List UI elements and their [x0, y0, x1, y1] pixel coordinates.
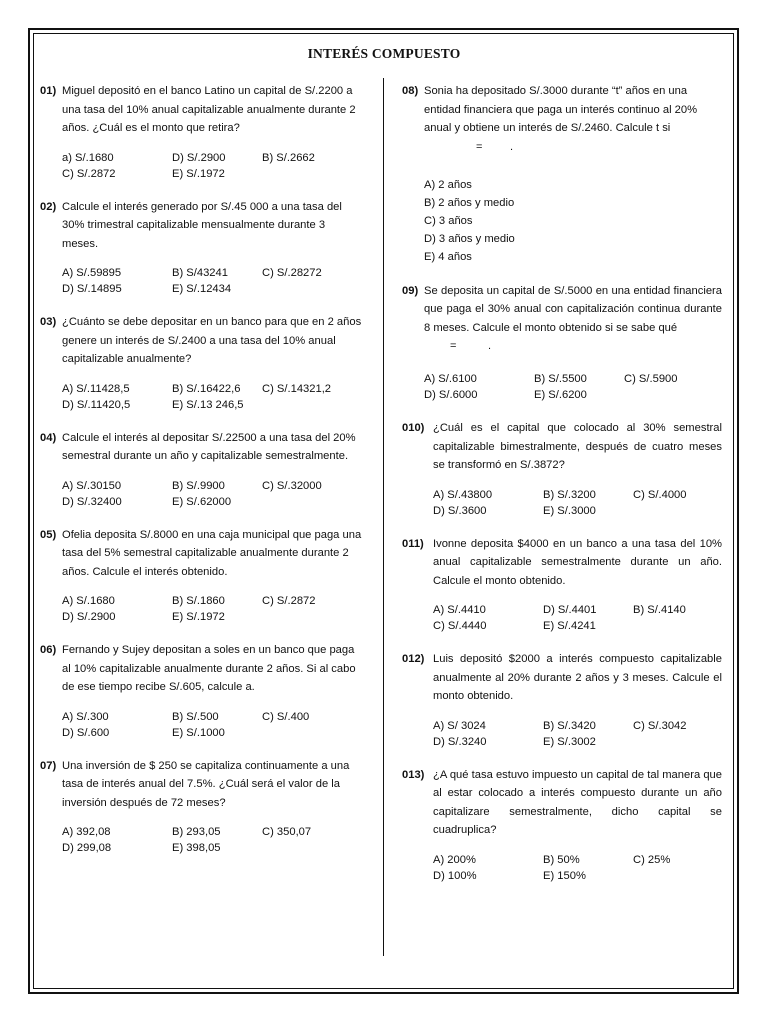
option: D) S/.3240: [433, 735, 487, 748]
option: C) S/.28272: [262, 267, 322, 279]
question-number: 08): [402, 85, 419, 97]
option: E) S/.4241: [543, 620, 596, 632]
question-number: 02): [40, 200, 57, 213]
question-05: [40, 526, 362, 626]
option: B) S/.1860: [172, 595, 225, 607]
answer-options: [62, 381, 362, 413]
option: D) S/.3600: [433, 504, 487, 517]
answer-options: [433, 718, 722, 750]
option: B) S/.500: [172, 710, 219, 723]
question-text: Calcule el interés al depositar S/.22500 a una tasa del 20% semestral durante un año y capitalizable semestralmente.: [62, 431, 356, 462]
question-number: 03): [40, 316, 57, 328]
question-text: Fernando y Sujey depositan a soles en un banco que paga al 10% capitalizable anualmente durante 2 años. Si al cabo de ese tiempo recibe S/.605, calcule a.: [62, 644, 356, 693]
question-number: 01): [40, 85, 57, 97]
option: C) S/.2872: [62, 167, 116, 180]
option: E) S/.6200: [534, 389, 587, 401]
option: D) 3 años y medio: [424, 232, 515, 245]
option: A) 200%: [433, 853, 476, 866]
option: C) S/.400: [262, 710, 310, 723]
option: D) S/.2900: [172, 151, 226, 164]
question-010: [402, 419, 722, 519]
question-text: Sonia ha depositado S/.3000 durante “t” años en una entidad financiera que paga un interés continuo al 20% anual y obtiene un interés de S/.2460. Calcule t si: [424, 85, 698, 134]
option: A) S/ 3024: [433, 719, 486, 732]
option: C) S/.14321,2: [262, 382, 332, 395]
option: B) S/.9900: [172, 479, 225, 492]
question-01: [40, 82, 362, 182]
question-number: 04): [40, 431, 57, 444]
option: D) 299,08: [62, 842, 112, 854]
option: A) S/.6100: [424, 373, 477, 385]
question-06: [40, 641, 362, 741]
formula-equals: =: [450, 340, 457, 352]
formula-period: .: [510, 140, 514, 153]
option: E) 150%: [543, 869, 586, 882]
answer-options: [424, 176, 722, 266]
option: B) S/.5500: [534, 373, 587, 385]
question-number: 05): [40, 528, 57, 541]
option: D) S/.14895: [62, 283, 122, 295]
question-text: ¿Cuál es el capital que colocado al 30% semestral capitalizable bimestralmente, después de cuatro meses se transformó en S/.3872?: [433, 422, 722, 471]
answer-options: [62, 824, 362, 856]
question-text: ¿Cuánto se debe depositar en un banco para que en 2 años genere un interés de S/.2400 a una tasa del 10% anual capitalizable anualmente?: [62, 316, 362, 365]
option: A) S/.4410: [433, 604, 486, 616]
option: E) S/.3000: [543, 504, 596, 517]
option: D) S/.32400: [62, 495, 122, 508]
option: B) 2 años y medio: [424, 196, 515, 209]
question-text: Una inversión de $ 250 se capitaliza continuamente a una tasa de interés anual del 7.5%. ¿Cuál será el valor de la inversión después de 72 meses?: [62, 759, 350, 809]
answer-options: [433, 852, 722, 884]
option: C) 25%: [633, 853, 671, 866]
question-text: Ofelia deposita S/.8000 en una caja municipal que paga una tasa del 5% semestral capitalizable anualmente durante 2 años. Calcule el interés obtenido.: [62, 528, 362, 578]
question-number: 010): [402, 422, 425, 434]
answer-options: [433, 487, 722, 519]
option: B) 293,05: [172, 826, 221, 838]
question-text: Calcule el interés generado por S/.45 000 a una tasa del 30% trimestral capitalizable mensualmente durante 3 meses.: [62, 200, 342, 250]
question-08: [402, 82, 722, 266]
answer-options: [62, 150, 362, 182]
formula-period: .: [488, 340, 492, 352]
option: C) S/.4000: [633, 488, 687, 501]
option: C) 350,07: [262, 826, 312, 838]
option: E) S/.13 246,5: [172, 398, 244, 411]
option: A) 2 años: [424, 178, 472, 191]
question-text: Miguel depositó en el banco Latino un capital de S/.2200 a una tasa del 10% anual capitalizable anualmente durante 2 años. ¿Cuál es el monto que retira?: [62, 85, 356, 134]
option: A) 392,08: [62, 826, 111, 838]
question-text: Se deposita un capital de S/.5000 en una entidad financiera que paga el 30% anual con capitalización continua durante 8 meses. Calcule el monto obtenido si se sabe qué: [424, 284, 722, 334]
question-text: Luis depositó $2000 a interés compuesto capitalizable anualmente al 20% durante 2 años y 3 meses. Calcule el monto obtenido.: [433, 653, 722, 702]
answer-options: [62, 265, 362, 297]
left-column: [40, 82, 362, 856]
option: C) S/.2872: [262, 595, 316, 607]
page-title: INTERÉS COMPUESTO: [307, 46, 461, 61]
question-number: 09): [402, 284, 419, 297]
question-04: [40, 429, 362, 510]
question-number: 06): [40, 644, 57, 656]
option: B) S/.16422,6: [172, 382, 241, 395]
answer-options: [424, 371, 722, 403]
answer-options: [433, 602, 722, 634]
option: E) 398,05: [172, 842, 221, 854]
question-number: 012): [402, 653, 425, 665]
question-number: 013): [402, 768, 425, 781]
option: E) S/.62000: [172, 495, 232, 508]
option: B) S/.3200: [543, 488, 596, 501]
question-text: Ivonne deposita $4000 en un banco a una tasa del 10% anual capitalizable semestralmente durante un año. Calcule el monto obtenido.: [433, 537, 722, 587]
option: C) S/.5900: [624, 373, 678, 385]
question-013: [402, 766, 722, 884]
option: A) S/.43800: [433, 488, 493, 501]
question-number: 07): [40, 759, 57, 772]
option: E) S/.1000: [172, 726, 225, 739]
option: D) 100%: [433, 869, 477, 882]
question-07: [40, 757, 362, 857]
option: A) S/.1680: [62, 595, 115, 607]
option: D) S/.6000: [424, 389, 478, 401]
option: E) 4 años: [424, 250, 472, 263]
question-number: 011): [402, 537, 424, 550]
answer-options: [62, 478, 362, 510]
question-09: [402, 282, 722, 404]
question-011: [402, 535, 722, 635]
option: C) 3 años: [424, 214, 473, 227]
answer-options: [62, 593, 362, 625]
option: D) S/.600: [62, 726, 110, 739]
option: E) S/.1972: [172, 611, 225, 623]
option: A) S/.11428,5: [62, 382, 130, 395]
option: C) S/.4440: [433, 620, 487, 632]
option: D) S/.11420,5: [62, 398, 131, 411]
option: D) S/.4401: [543, 604, 597, 616]
option: C) S/.3042: [633, 719, 687, 732]
right-column: [402, 82, 722, 884]
question-03: [40, 313, 362, 413]
formula: [402, 337, 722, 359]
option: B) S/.2662: [262, 151, 315, 164]
option: E) S/.3002: [543, 735, 596, 748]
option: B) 50%: [543, 853, 580, 866]
question-02: [40, 198, 362, 298]
formula: [402, 138, 722, 160]
option: C) S/.32000: [262, 479, 322, 492]
option: B) S/.4140: [633, 604, 686, 616]
option: B) S/.3420: [543, 719, 596, 732]
option: a) S/.1680: [62, 151, 114, 164]
option: A) S/.30150: [62, 479, 122, 492]
option: E) S/.1972: [172, 167, 225, 180]
question-text: ¿A qué tasa estuvo impuesto un capital de tal manera que al estar colocado a interés compuesto durante un año capitalizare semestralmente, dicho capital se cuadruplica?: [433, 768, 722, 836]
option: B) S/43241: [172, 267, 228, 279]
question-012: [402, 650, 722, 750]
option: E) S/.12434: [172, 283, 232, 295]
option: A) S/.59895: [62, 267, 122, 279]
option: A) S/.300: [62, 710, 109, 723]
option: D) S/.2900: [62, 611, 116, 623]
column-divider: [383, 78, 384, 956]
answer-options: [62, 709, 362, 741]
formula-equals: =: [476, 140, 483, 153]
